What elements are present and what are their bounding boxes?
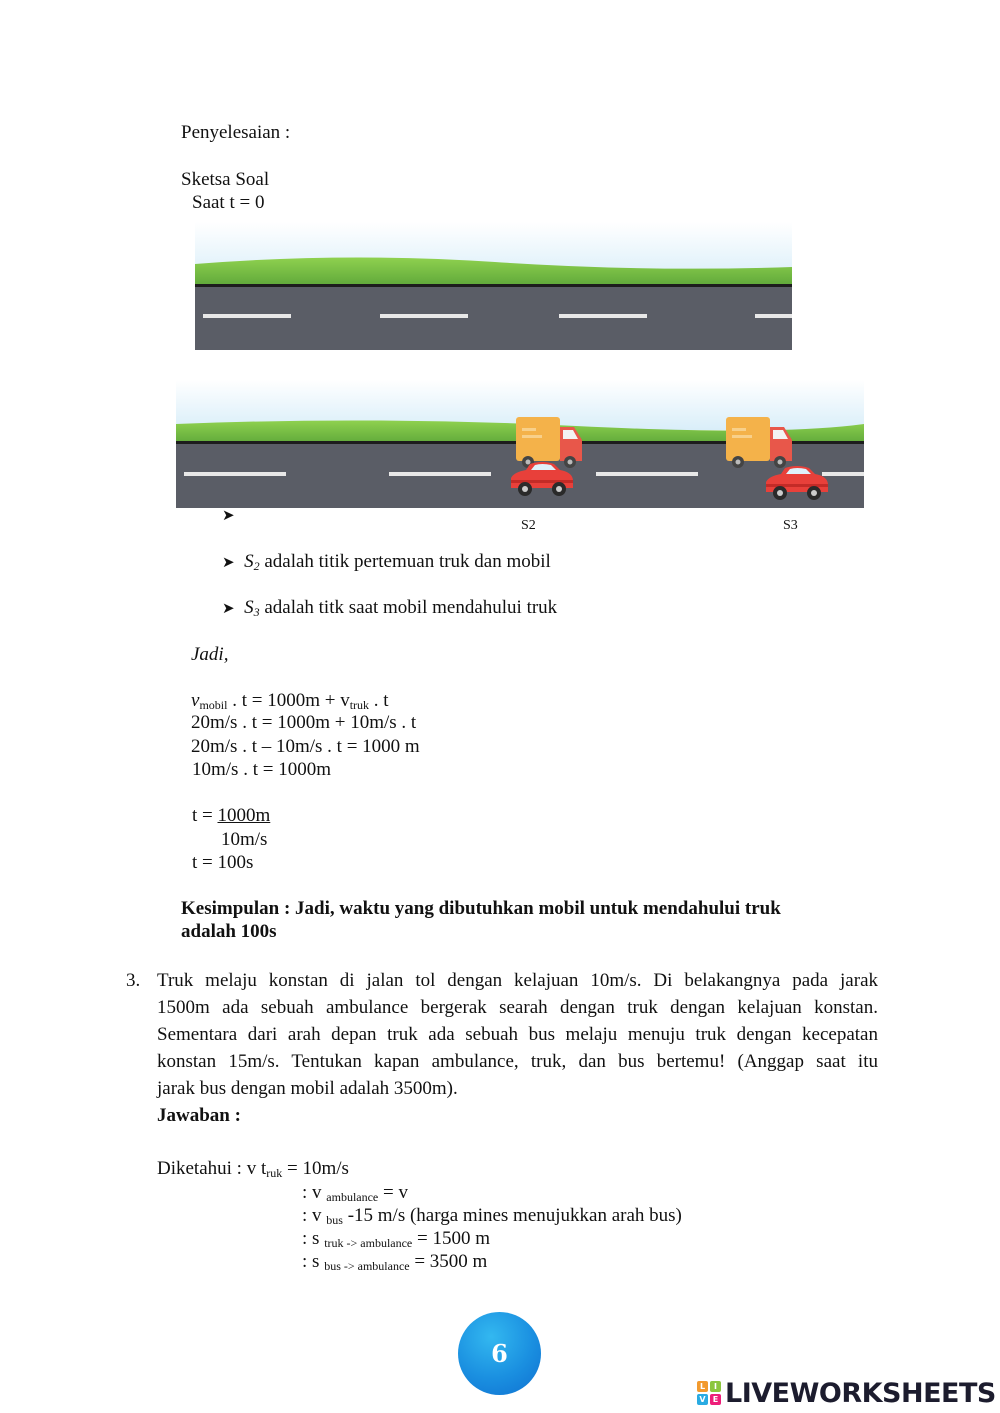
problem-line: 1500m ada sebuah ambulance bergerak searah dengan truk dengan kelajuan konstan. [157, 997, 878, 1018]
equation-line-1: $v_{mobil}$ . $t = 1000m + v_{truk}$ . t [191, 690, 389, 712]
conclusion-line-2: adalah 100s [181, 921, 277, 942]
given-line-2: : v $_{ambulance}$ = v [302, 1182, 408, 1204]
point-label-s3: S3 [783, 518, 798, 533]
bullet-item-s3 [222, 596, 557, 624]
problem-text [157, 967, 878, 1102]
problem-line: konstan 15m/s. Tentukan kapan ambulance, truk, dan bus bertemu! (Anggap saat itu [157, 1051, 878, 1072]
equation-denominator: 10m/s [221, 829, 268, 850]
equation-line-3: 20m/s . t – 10m/s . t = 1000 m [191, 736, 420, 757]
solution-heading: Penyelesaian : [181, 122, 291, 143]
symbol-s: S [244, 551, 254, 572]
arrow-bullet-icon: ➤ [222, 506, 235, 524]
road-sketch-initial [195, 222, 792, 350]
problem-line: Sementara dari arah depan truk ada sebuah bus melaju menuju truk dengan kecepatan [157, 1024, 878, 1045]
given-line-5: : s $_{bus -> ambulance}$ = 3500 m [302, 1251, 488, 1273]
arrow-bullet-icon: ➤ [222, 553, 235, 571]
conclusion-line-1: Kesimpulan : Jadi, waktu yang dibutuhkan mobil untuk mendahului truk [181, 898, 781, 919]
bullet-text: adalah titik pertemuan truk dan mobil [259, 551, 551, 572]
given-line-4: : s $_{truk -> ambulance}$ = 1500 m [302, 1228, 491, 1250]
bullet-text: adalah titk saat mobil mendahului truk [259, 597, 558, 618]
given-line-3: : v $_{bus}$ -15 m/s (harga mines menujukkan arah bus) [302, 1205, 682, 1227]
sketch-title: Sketsa Soal [181, 169, 270, 190]
symbol-s: S [244, 597, 254, 618]
symbol-subscript: 3 [253, 605, 260, 619]
point-label-s2: S2 [521, 518, 536, 533]
answer-label: Jawaban : [157, 1105, 241, 1126]
equation-result: t = 100s [192, 852, 254, 873]
given-line-1: Diketahui : v $t_{ruk} = 10m/s$ [157, 1158, 349, 1180]
equation-line-4: 10m/s . t = 1000m [192, 759, 331, 780]
logo-text: LIVEWORKSHEETS [725, 1377, 996, 1409]
logo-grid-icon: L I V E [697, 1381, 721, 1405]
jadi-label: Jadi, [191, 644, 229, 665]
equation-fraction: t = 1000m [192, 805, 271, 826]
problem-line: jarak bus dengan mobil adalah 3500m). [157, 1078, 458, 1099]
problem-number: 3. [126, 970, 141, 991]
arrow-bullet-icon: ➤ [222, 599, 235, 617]
time-label: Saat t = 0 [192, 192, 265, 213]
page-number-badge: 6 [458, 1312, 541, 1395]
liveworksheets-logo [697, 1376, 996, 1410]
road-sketch-overtake [176, 380, 864, 508]
equation-line-2: 20m/s . t = 1000m + 10m/s . t [191, 712, 417, 733]
bullet-item-s2 [222, 550, 551, 578]
problem-line: Truk melaju konstan di jalan tol dengan kelajuan 10m/s. Di belakangnya pada jarak [157, 970, 878, 991]
symbol-subscript: 2 [253, 559, 260, 573]
